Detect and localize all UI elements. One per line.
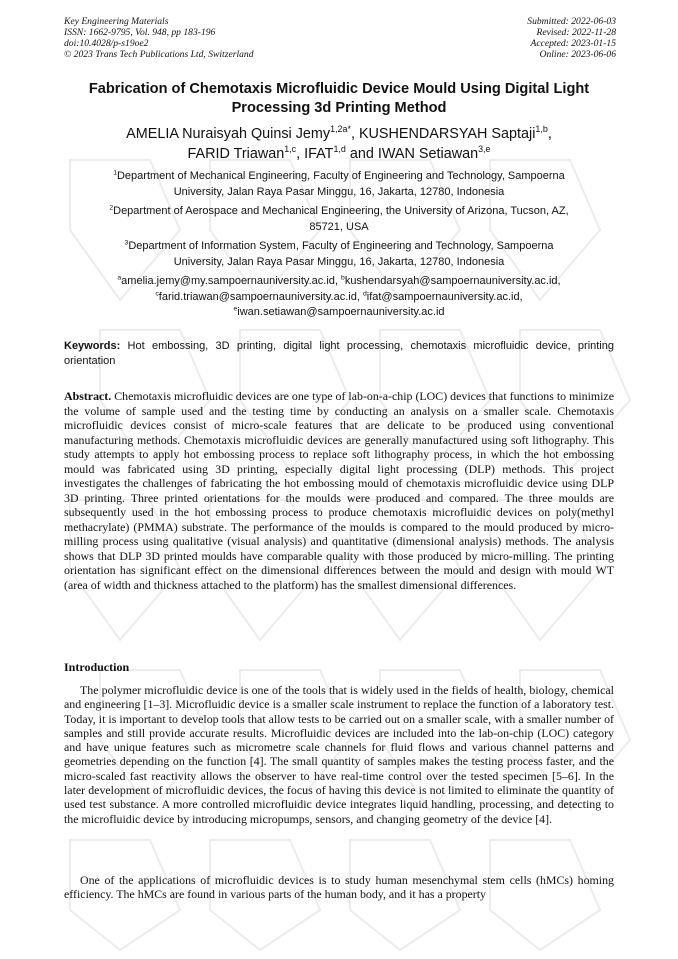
introduction-paragraph-2: One of the applications of microfluidic devices is to study human mesenchymal stem cells (hMCs) homing efficiency. The hMCs are found in various parts of the human body, and it has a property: [64, 873, 614, 902]
keywords-label: Keywords:: [64, 340, 121, 352]
submission-dates: [527, 16, 616, 60]
affiliation-2: $^2$Department of Aerospace and Mechanical Engineering, the University of Arizona, Tucson, AZ, 85721, USA: [109, 204, 569, 233]
journal-info: [64, 16, 254, 60]
abstract: [64, 389, 614, 592]
date-accepted: Accepted: 2023-01-15: [530, 38, 616, 49]
author-name: FARID Triawan: [187, 146, 285, 162]
author-sup: 1,2a*: [330, 124, 351, 135]
author-sup: 1,c: [284, 144, 297, 155]
date-revised: Revised: 2022-11-28: [536, 27, 616, 38]
email-link[interactable]: kushendarsyah@sampoernauniversity.ac.id,: [344, 275, 561, 287]
author-emails: $^a$amelia.jemy@my.sampoernauniversity.ac.id, $^b$kushendarsyah@sampoernauniversity.ac.id, $^c$farid.triawan@sampoernauniversity.ac.id, $^d$ifat@sampoernauniversity.ac.id, $^e$iwan.setiawan@sampoernauniversity.ac.id: [117, 274, 561, 318]
introduction-paragraph-1: The polymer microfluidic device is one of the tools that is widely used in the fields of health, biology, chemical and engineering [1–3]. Microfluidic device is a smaller scale instrument to replace the function of a laboratory test. Today, it is important to develop tools that allow tests to be carried out on a smaller scale, with a smaller number of samples and still provide accurate results. Microfluidic devices are included into the lab-on-chip (LOC) category and have unique features such as micrometre scale channels for fluid flows and various channel patterns and geometries depending on the function [4]. The small quantity of samples makes the testing process faster, and the micro-scaled fast reactivity allows the observer to have real-time control over the tested specimen [5–6]. In the later development of microfluidic devices, the focus of having this device is not limited to eliminate the quantity of used test substance. A more controlled microfluidic device integrates liquid handling, processing, and detecting to the microfluidic device by introducing micropumps, sensors, and changing geometry of the device [4].: [64, 683, 614, 826]
abstract-text: Chemotaxis microfluidic devices are one type of lab-on-a-chip (LOC) devices that functions to minimize the volume of sample used and the testing time by conducting an analysis on a smaller scale. Chemotaxis microfluidic devices consist of micro-scale features that are delicate to be produced using conventional manufacturing methods. Chemotaxis microfluidic devices are generally manufactured using soft lithography. This study attempts to apply hot embossing process to replace soft lithography process, in which the hot embossing mould was fabricated using 3D printing, especially digital light processing (DLP) methods. This project investigates the challenges of fabricating the hot embossing mould of chemotaxis microfluidic device using DLP 3D printing. Three printed orientations for the moulds were produced and compared. The three moulds are subsequently used in the hot embossing process to produce chemotaxis microfluidic devices on poly(methyl methacrylate) (PMMA) substrate. The performance of the moulds is compared to the mould produced by micro-milling process using qualitative (visual analysis) and quantitative (dimensional analysis) methods. The analysis shows that DLP 3D printed moulds have comparable quality with those produced by micro-milling. The printing orientation has significant effect on the dimensional differences between the mould and design with mould WT (area of width and thickness attached to the platform) has the smallest dimensional differences.: [64, 389, 614, 592]
email-link[interactable]: amelia.jemy@my.sampoernauniversity.ac.id,: [121, 275, 342, 287]
author-sup: 3,e: [478, 144, 491, 155]
author-sup: 1,b: [535, 124, 548, 135]
author-name: IFAT: [304, 146, 334, 162]
affiliation-1: $^1$Department of Mechanical Engineering, Faculty of Engineering and Technology, Sampoerna University, Jalan Raya Pasar Minggu, 16, Jakarta, 12780, Indonesia: [113, 169, 565, 198]
keywords-text: Hot embossing, 3D printing, digital light processing, chemotaxis microfluidic device, printing orientation: [64, 340, 614, 367]
journal-issn: ISSN: 1662-9795, Vol. 948, pp 183-196: [64, 27, 216, 38]
journal-doi: doi:10.4028/p-s19oe2: [64, 38, 149, 49]
author-list: AMELIA Nuraisyah Quinsi Jemy$^{1,2a*}$, KUSHENDARSYAH Saptaji$^{1,b}$, FARID Triawan$^{1,c}$, IFAT$^{1,d}$ and IWAN Setiawan$^{3,e}$: [126, 124, 552, 162]
author-name: IWAN Setiawan: [377, 146, 479, 162]
email-link[interactable]: farid.triawan@sampoernauniversity.ac.id,: [158, 290, 363, 303]
author-name: AMELIA Nuraisyah Quinsi Jemy: [126, 126, 331, 142]
title-line-2: Processing 3d Printing Method: [231, 100, 447, 116]
title-line-1: Fabrication of Chemotaxis Microfluidic Device Mould Using Digital Light: [88, 81, 590, 97]
journal-name: Key Engineering Materials: [64, 16, 169, 27]
author-name: KUSHENDARSYAH Saptaji: [358, 126, 536, 142]
author-sup: 1,d: [333, 144, 346, 155]
keywords: [64, 339, 614, 368]
section-heading-introduction: Introduction: [64, 660, 130, 674]
abstract-label: Abstract.: [64, 389, 112, 403]
date-online: Online: 2023-06-06: [539, 49, 616, 60]
email-link[interactable]: iwan.setiawan@sampoernauniversity.ac.id: [237, 306, 445, 318]
email-link[interactable]: ifat@sampoernauniversity.ac.id,: [366, 290, 523, 303]
date-submitted: Submitted: 2022-06-03: [527, 16, 616, 27]
affiliation-3: $^3$Department of Information System, Faculty of Engineering and Technology, Sampoerna University, Jalan Raya Pasar Minggu, 16, Jakarta, 12780, Indonesia: [124, 239, 554, 268]
journal-copyright: © 2023 Trans Tech Publications Ltd, Switzerland: [64, 49, 254, 60]
paper-title: [56, 80, 622, 118]
